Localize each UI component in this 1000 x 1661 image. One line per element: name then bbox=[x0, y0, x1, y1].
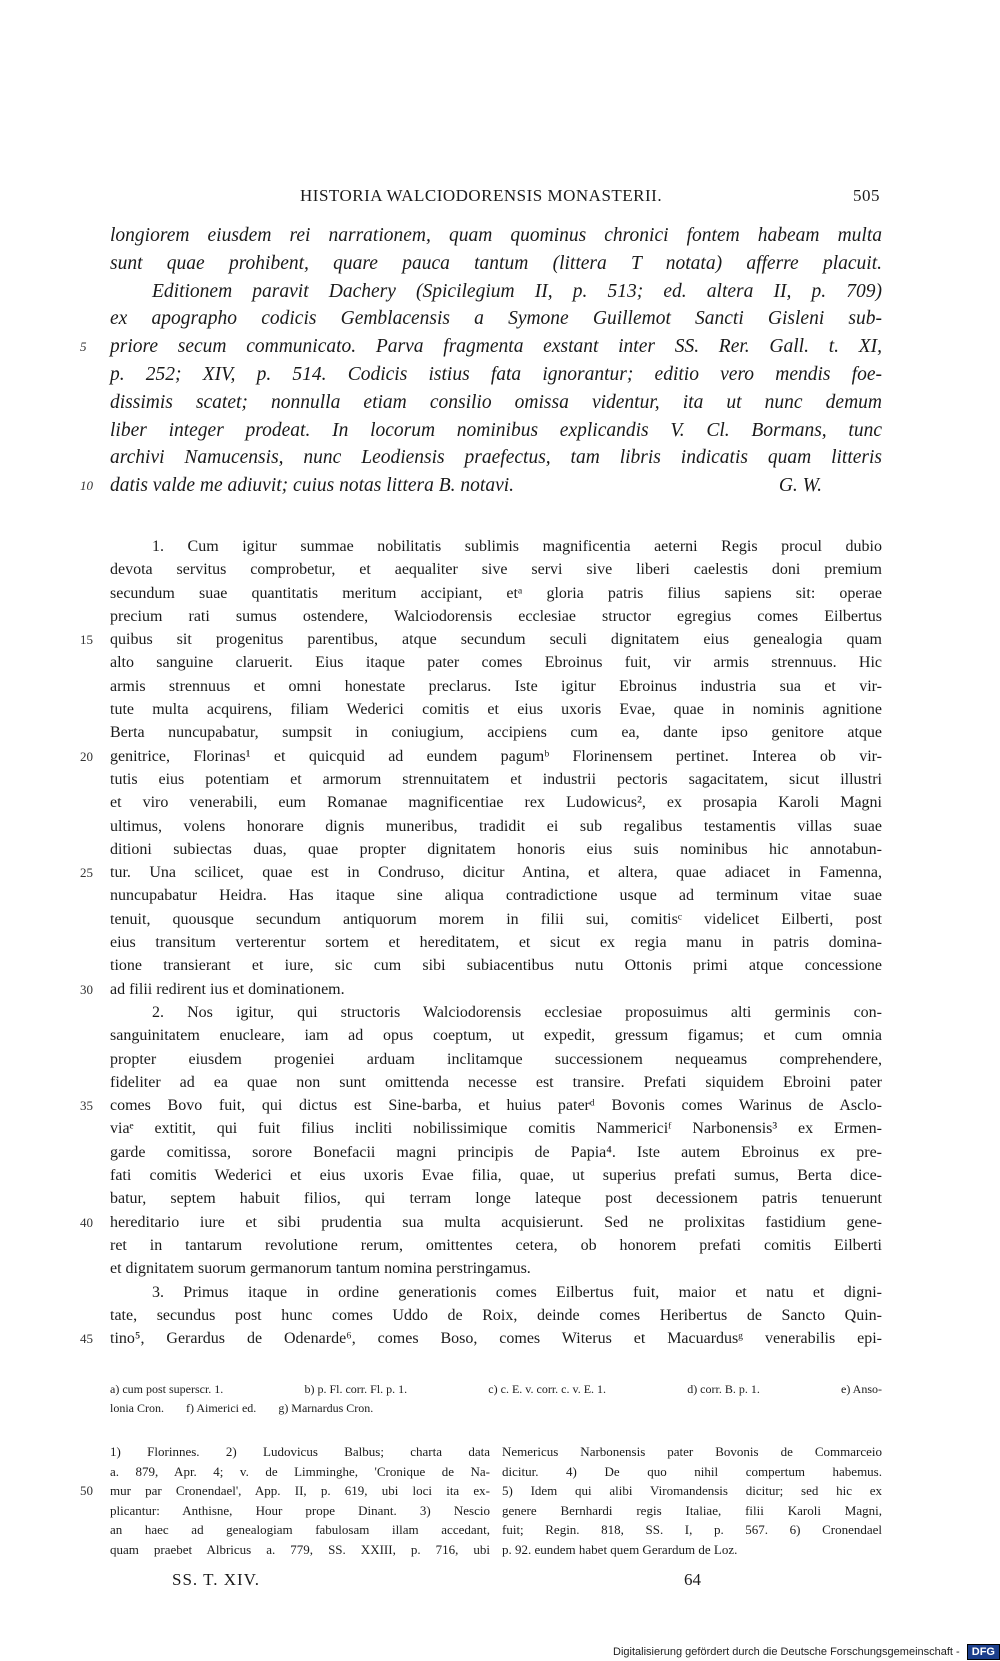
critical-apparatus bbox=[110, 1380, 882, 1418]
apparatus-note: a) cum post superscr. 1. bbox=[110, 1382, 224, 1396]
text-line-numbered bbox=[80, 628, 882, 651]
footnote-line: an haec ad genealogiam fabulosam illam accedant, bbox=[110, 1522, 490, 1537]
line-number: 30 bbox=[80, 981, 93, 997]
text-line: precium rati sumus ostendere, Walciodorensis ecclesiae structor egregius comes Eilbertus bbox=[110, 607, 882, 625]
text-line: tur. Una scilicet, quae est in Condruso, dicitur Antina, et altera, quae adiacet in Famenna, bbox=[110, 864, 882, 882]
text-line: dissimis scatet; nonnulla etiam consilio omissa videntur, ita ut nunc demum bbox=[110, 391, 882, 413]
apparatus-note: f) Aimerici ed. bbox=[186, 1401, 257, 1415]
text-line: quibus sit progenitus parentibus, atque secundum seculi dignitatem eius genealogia quam bbox=[110, 631, 882, 649]
text-line: comes Bovo fuit, qui dictus est Sine-barba, et huius paterᵈ Bovonis comes Warinus de Asclo- bbox=[110, 1097, 882, 1115]
text-line-numbered bbox=[80, 1327, 882, 1350]
text-line: hereditario iure et sibi prudentia sua multa acquisierunt. Sed ne prolixitas fastidium gene- bbox=[110, 1213, 882, 1231]
text-line: armis strennuus et omni honestate preclarus. Iste igitur Ebroinus industria sua et vir- bbox=[110, 677, 882, 695]
text-line: genitrice, Florinas¹ et quicquid ad eundem pagumᵇ Florinensem pertinet. Interea ob vir- bbox=[110, 747, 882, 765]
footnote-line: dicitur. 4) De quo nihil compertum habemus. bbox=[502, 1463, 882, 1479]
sheet-number: 64 bbox=[684, 1570, 701, 1589]
running-head bbox=[100, 186, 880, 210]
line-number: 50 bbox=[80, 1483, 93, 1498]
line-number: 10 bbox=[80, 478, 93, 494]
apparatus-note: b) p. Fl. corr. Fl. p. 1. bbox=[304, 1382, 408, 1396]
footnote-line: mur par Cronendael', App. II, p. 619, ubi loci ita ex- bbox=[110, 1483, 490, 1498]
main-text bbox=[80, 535, 882, 1350]
dfg-logo-icon[interactable]: DFG bbox=[967, 1644, 1000, 1660]
text-line: liber integer prodeat. In locorum nominibus explicandis V. Cl. Bormans, tunc bbox=[110, 419, 882, 441]
text-line: 3. Primus itaque in ordine generationis comes Eilbertus fuit, maior et natu et digni- bbox=[152, 1283, 882, 1301]
editor-signature: G. W. bbox=[778, 475, 822, 497]
text-line: sanguinitatem enucleare, iam ad opus coeptum, ut expedit, gressum figamus; et cum omnia bbox=[110, 1027, 882, 1045]
text-line: et viro venerabili, eum Romanae magnificentiae rex Ludowicus², ex prosapia Karoli Magni bbox=[110, 794, 882, 812]
text-line: 2. Nos igitur, qui structoris Walciodorensis ecclesiae proposuimus alti germinis con- bbox=[152, 1003, 882, 1021]
footnote-line-numbered bbox=[80, 1481, 490, 1501]
text-line: tate, secundus post hunc comes Uddo de Roix, deinde comes Heribertus de Sancto Quin- bbox=[110, 1306, 882, 1324]
line-number: 5 bbox=[80, 339, 87, 355]
text-line: secundum suae quantitatis meritum accipiant, etᵃ gloria patris filius sapiens sit: operae bbox=[110, 584, 882, 602]
apparatus-note: e) Anso- bbox=[841, 1382, 882, 1396]
footnote-line: genere Bernhardi regis Italiae, filii Karoli Magni, bbox=[502, 1502, 882, 1518]
footnote-line: a. 879, Apr. 4; v. de Limminghe, 'Cronique de Na- bbox=[110, 1463, 490, 1479]
apparatus-row bbox=[110, 1380, 882, 1399]
text-line: ex apographo codicis Gemblacensis a Symone Guillemot Sancti Gisleni sub- bbox=[110, 308, 882, 330]
apparatus-note: g) Marnardus Cron. bbox=[278, 1401, 374, 1415]
apparatus-note: lonia Cron. bbox=[110, 1401, 164, 1415]
footnote-line: quam praebet Albricus a. 779, SS. XXIII, p. 716, ubi bbox=[110, 1541, 490, 1557]
text-line-numbered bbox=[80, 333, 882, 361]
text-line: longiorem eiusdem rei narrationem, quam quominus chronici fontem habeam multa bbox=[110, 225, 882, 246]
text-line: devota servitus comprobetur, et aequaliter sive servi sive liberi caelestis doni premium bbox=[110, 561, 882, 579]
text-line: fati comitis Wederici et eius uxoris Evae filia, quae, ut superius prefati sumus, Berta dice- bbox=[110, 1167, 882, 1185]
line-number: 25 bbox=[80, 865, 93, 881]
page-number: 505 bbox=[853, 186, 880, 205]
text-line: et dignitatem suorum germanorum tantum nomina perstringamus. bbox=[110, 1260, 531, 1278]
text-line-numbered bbox=[80, 472, 882, 500]
line-number: 20 bbox=[80, 748, 93, 764]
text-line: ditioni subiectas duas, quae propter dignitatem honoris eius suis nominibus hic annotabun- bbox=[110, 840, 882, 858]
apparatus-note: c) c. E. v. corr. c. v. E. 1. bbox=[488, 1382, 607, 1396]
footnote-line: Nemericus Narbonensis pater Bovonis de Commarceio bbox=[502, 1444, 882, 1459]
text-line-numbered bbox=[80, 1094, 882, 1117]
text-line: viaᵉ extitit, qui fuit filius incliti nobilissimique comitis Nammericiᶠ Narbonensis³ ex Ermen- bbox=[110, 1120, 882, 1138]
text-line: batur, septem habuit filios, qui terram longe lateque post decessionem patris tenuerunt bbox=[110, 1190, 882, 1208]
line-number: 40 bbox=[80, 1214, 93, 1230]
editorial-introduction bbox=[80, 222, 882, 500]
text-line: fideliter ad ea quae non sunt omittenda necesse est transire. Prefati siquidem Ebroini pater bbox=[110, 1073, 882, 1091]
text-line: nuncupabatur Heidra. Has itaque sine aliqua contradictione usque ad terminum vitae suae bbox=[110, 887, 882, 905]
footnote-line: 1) Florinnes. 2) Ludovicus Balbus; charta data bbox=[110, 1444, 490, 1459]
text-line-numbered bbox=[80, 745, 882, 768]
volume-signature: SS. T. XIV. bbox=[172, 1570, 260, 1589]
text-line-numbered bbox=[80, 978, 882, 1001]
text-line: garde comitissa, sorore Bonefacii magni principis de Papia⁴. Iste autem Ebroinus ex pre- bbox=[110, 1143, 882, 1161]
line-number: 15 bbox=[80, 632, 93, 648]
apparatus-row bbox=[110, 1399, 882, 1418]
dfg-credit-bar bbox=[600, 1644, 1000, 1661]
text-line: archivi Namucensis, nunc Leodiensis praefectus, tam libris indicatis quam litteris bbox=[110, 447, 882, 469]
text-line: p. 252; XIV, p. 514. Codicis istius fata ignorantur; editio vero mendis foe- bbox=[110, 363, 882, 385]
text-line: tute multa acquirens, filiam Wederici comitis et eius uxoris Evae, quae in nominis agnitione bbox=[110, 701, 882, 719]
text-line: tutis eius potentiam et armorum strennuitatem et industrii pectoris sagacitatem, sicut illustri bbox=[110, 770, 882, 788]
text-line: tione transierant et iure, sic cum sibi subiacentibus nutu Ottonis primi atque concessione bbox=[110, 957, 882, 975]
text-line: Editionem paravit Dachery (Spicilegium II, p. 513; ed. altera II, p. 709) bbox=[152, 280, 882, 302]
text-line-numbered bbox=[80, 861, 882, 884]
text-line: ultimus, volens honorare dignis muneribus, tradidit ei sub regalibus testamentis villas suae bbox=[110, 817, 882, 835]
text-line: alto sanguine claruerit. Eius itaque pater comes Ebroinus fuit, vir armis strennuus. Hic bbox=[110, 654, 882, 672]
text-line: 1. Cum igitur summae nobilitatis sublimis magnificentia aeterni Regis procul dubio bbox=[152, 538, 882, 555]
text-line: propter eiusdem progeniei arduam inclitamque successionem nequeamus comprehendere, bbox=[110, 1050, 882, 1068]
text-line: tino⁵, Gerardus de Odenarde⁶, comes Boso, comes Witerus et Macuardusᵍ venerabilis epi- bbox=[110, 1330, 882, 1348]
text-line: datis valde me adiuvit; cuius notas littera B. notavi. bbox=[110, 475, 515, 497]
footnote-line: plicantur: Anthisne, Hour prope Dinant. 3) Nescio bbox=[110, 1502, 490, 1518]
text-line: tenuit, quousque secundum antiquorum morem in filii sui, comitisᶜ videlicet Eilberti, post bbox=[110, 910, 882, 928]
footnotes-right-column bbox=[502, 1442, 882, 1559]
text-line: Berta nuncupabatur, sumpsit in coniugium, accipiens cum ea, dante ipso genitore atque bbox=[110, 724, 882, 742]
text-line: priore secum communicato. Parva fragmenta exstant inter SS. Rer. Gall. t. XI, bbox=[110, 336, 882, 358]
footnote-line: 5) Idem qui alibi Viromandensis dicitur; sed hic ex bbox=[502, 1483, 882, 1498]
text-line: eius transitum verterentur sortem et hereditatem, et sicut ex regia manu in patris domina- bbox=[110, 934, 882, 952]
dfg-credit-text: Digitalisierung gefördert durch die Deutsche Forschungsgemeinschaft - bbox=[613, 1646, 960, 1658]
text-line: ad filii redirent ius et dominationem. bbox=[110, 980, 345, 998]
text-line: ret in tantarum revolutione rerum, omittentes cetera, ob honorem prefati comitis Eilberti bbox=[110, 1236, 882, 1254]
footnote-line: p. 92. eundem habet quem Gerardum de Loz. bbox=[502, 1541, 738, 1557]
text-line: sunt quae prohibent, quare pauca tantum (littera T notata) afferre placuit. bbox=[110, 252, 882, 274]
footnotes-left-column bbox=[80, 1442, 490, 1559]
running-title: HISTORIA WALCIODORENSIS MONASTERII. bbox=[300, 186, 663, 205]
apparatus-note: d) corr. B. p. 1. bbox=[687, 1382, 760, 1396]
line-number: 35 bbox=[80, 1098, 93, 1114]
text-line-numbered bbox=[80, 1211, 882, 1234]
line-number: 45 bbox=[80, 1331, 93, 1347]
footnote-line: fuit; Regin. 818, SS. I, p. 567. 6) Cronendael bbox=[502, 1522, 882, 1537]
